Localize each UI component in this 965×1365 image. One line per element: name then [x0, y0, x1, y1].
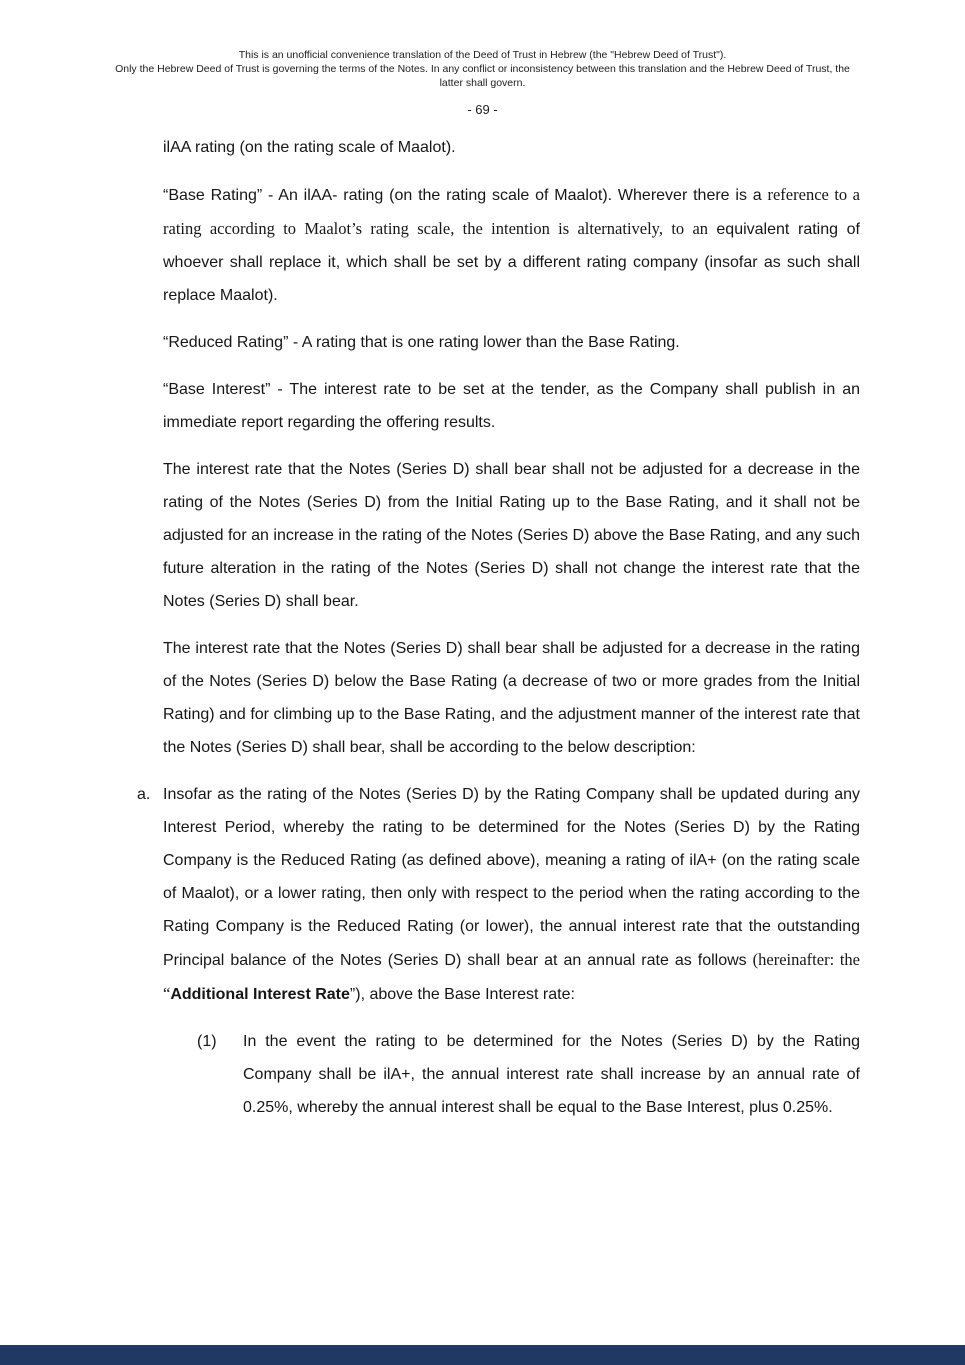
- paragraph-reduced-rating: “Reduced Rating” - A rating that is one rating lower than the Base Rating.: [163, 334, 680, 351]
- header-disclaimer: [0, 0, 965, 90]
- paragraph-base-rating: [163, 178, 860, 312]
- list-marker-a: a.: [137, 786, 151, 803]
- disclaimer-line-2: Only the Hebrew Deed of Trust is governing the terms of the Notes. In any conflict or inconsistency between this translation and the Hebrew Deed of Trust, the latter shall govern.: [115, 63, 850, 89]
- base-rating-run-2: reference to a rating according to Maalot’s rating scale, the intention is alternatively, to an: [163, 185, 860, 238]
- paragraph-fragment: ilAA rating (on the rating scale of Maalot).: [163, 139, 456, 156]
- list-item-1-text: In the event the rating to be determined for the Notes (Series D) by the Rating Company shall be ilA+, the annual interest rate shall increase by an annual rate of 0.25%, whereby the annual interest shall be equal to the Base Interest, plus 0.25%.: [243, 1033, 860, 1116]
- item-a-run-1: Insofar as the rating of the Notes (Series D) by the Rating Company shall be updated during any Interest Period, whereby the rating to be determined for the Notes (Series D) by the Rating Company is the Reduced Rating (as defined above), meaning a rating of ilA+ (on the rating scale of Maalot), or a lower rating, then only with respect to the period when the rating according to the Rating Company is the Reduced Rating (or lower), the annual interest rate that the outstanding Principal balance of the Notes (Series D) shall bear at an annual rate as follows: [163, 786, 860, 969]
- base-rating-run-3: equivalent rating of whoever shall replace it, which shall be set by a different rating company (insofar as such shall replace Maalot).: [163, 221, 860, 304]
- item-a-run-4: ”), above the Base Interest rate:: [349, 986, 575, 1003]
- item-a-run-3: Additional Interest Rate: [170, 986, 350, 1003]
- disclaimer-line-1: This is an unofficial convenience translation of the Deed of Trust in Hebrew (the "Hebrew Deed of Trust").: [238, 49, 727, 61]
- base-rating-run-1: “Base Rating” - An ilAA- rating (on the rating scale of Maalot). Wherever there is a: [163, 187, 768, 204]
- document-body: [0, 131, 965, 1124]
- list-marker-1: (1): [197, 1033, 217, 1050]
- paragraph-base-interest: “Base Interest” - The interest rate to be set at the tender, as the Company shall publish in an immediate report regarding the offering results.: [163, 381, 860, 431]
- bottom-color-bar: [0, 1345, 965, 1365]
- item-a-run-2: (hereinafter: the “: [163, 950, 860, 1003]
- page-number: - 69 -: [467, 102, 498, 117]
- list-item-a: [137, 778, 860, 1011]
- list-item-1: [163, 1025, 860, 1124]
- paragraph-adjustment: The interest rate that the Notes (Series D) shall bear shall be adjusted for a decrease in the rating of the Notes (Series D) below the Base Rating (a decrease of two or more grades from the Initial Rating) and for climbing up to the Base Rating, and the adjustment manner of the interest rate that the Notes (Series D) shall bear, shall be according to the below description:: [163, 640, 860, 756]
- paragraph-no-adjustment: The interest rate that the Notes (Series D) shall bear shall not be adjusted for a decrease in the rating of the Notes (Series D) from the Initial Rating up to the Base Rating, and it shall not be adjusted for an increase in the rating of the Notes (Series D) above the Base Rating, and any such future alteration in the rating of the Notes (Series D) shall not change the interest rate that the Notes (Series D) shall bear.: [163, 461, 860, 610]
- list-item-a-text: [163, 778, 860, 1011]
